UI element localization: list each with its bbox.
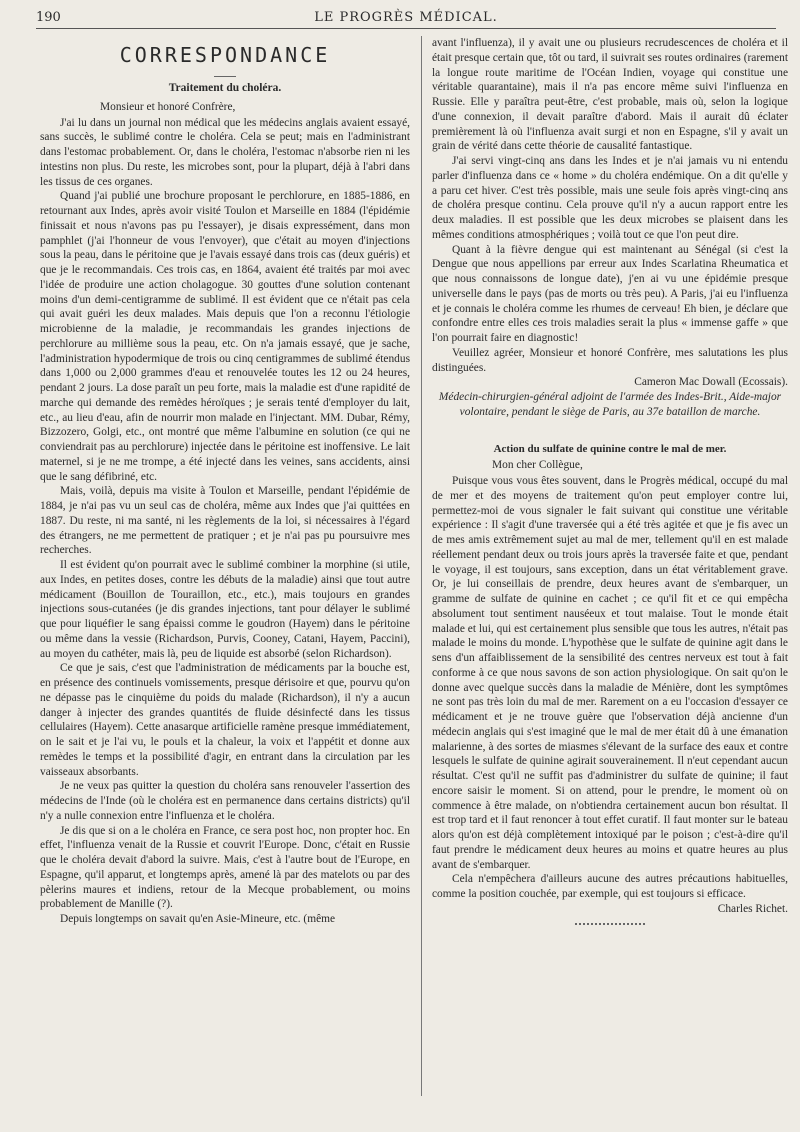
- right-column: [432, 36, 788, 931]
- article1-paragraph: Mais, voilà, depuis ma visite à Toulon et Marseille, pendant l'épidémie de 1884, je n'ai pas vu un seul cas de choléra, même aux Indes que j'ai quittées en 1887. Du reste, ni ma santé, ni les règlements de la loi, si nécessaires à l'égard des étrangers, ne me permettent de pratiquer ; et je n'ai pas pu poursuivre mes recherches.: [40, 485, 410, 557]
- article2-paragraph: Puisque vous vous êtes souvent, dans le Progrès médical, occupé du mal de mer et des moyens de traitement qu'on peut employer contre lui, permettez-moi de vous signaler le fait suivant qui constitue une véritable expérience : Il s'agit d'une traversée qui a été très agitée et que je fis avec un de mes amis extrêmement sujet au mal de mer, tellement qu'il en est malade réellement pendant deux ou trois jours après la traversée faite et que, pendant le voyage, il est toujours, sans exception, dans un état véritablement grave. Or, je lui conseillais de prendre, deux heures avant de s'embarquer, un gramme de sulfate de quinine en cachet ; ce qu'il fit et ce qui empêcha absolument tout sentiment nauséeux et tout malaise. Tout le monde était malade et lui, qui est certainement plus sensible que tous les autres, n'était pas malade le moins du monde. L'hypothèse que le sulfate de quinine agit dans le sens d'un affaiblissement de la sensibilité des centres nerveux est tout à fait conforme à ce que nous savons de son action physiologique. On sait qu'on le donne avec quelque succès dans la maladie de Ménière, dont les symptômes ne sont pas très loin du mal de mer. Rarement on a eu l'occasion d'essayer ce médicament et je ne trouve guère que l'observation déjà ancienne d'un médecin anglais qui s'est imaginé que le mal de mer était dû à une émanation malarienne, à des sortes de miasmes s'élevant de la surface des eaux et contre lesquels le sulfate de quinine agirait souverainement. Il n'eut cependant aucun résultat. C'est qu'il ne suffit pas d'administrer du sulfate de quinine; il faut encore saisir le moment. Si on attend, pour le prendre, le moment où on commence à être malade, on n'obtiendra certainement aucun bon résultat. Il est trop tard et il faut renoncer à tout effet curatif. Il faut monter sur le bateau alors qu'on est déjà complètement intoxiqué par le poison ; c'est-à-dire qu'il faut prendre le médicament deux heures au moins et quatre heures au plus avant de s'embarquer.: [432, 475, 788, 871]
- article1-paragraph: J'ai servi vingt-cinq ans dans les Indes et je n'ai jamais vu ni entendu parler d'influenza dans ce « home » du choléra endémique. On a dit qu'elle y a paru cet hiver. C'est très possible, mais une seule fois après vingt-cinq ans de choléra presque continu. Cela prouve qu'il n'y a aucun rapport entre les deux maladies. Il est possible que les deux microbes se plaisent dans les mêmes conditions atmosphériques ; voilà tout ce que l'on peut dire.: [432, 155, 788, 241]
- article2-greeting: Mon cher Collègue,: [492, 459, 583, 472]
- article1-paragraph: Quand j'ai publié une brochure proposant le perchlorure, en 1885-1886, en retournant aux Indes, après avoir visité Toulon et Marseille en 1884 (l'épidémie finissait et nous n'avons pas pu l'essayer), je disais expressément, dans mon pamphlet (j'ai l'honneur de vous l'envoyer), que c'était au moyen d'injections sous la peau, dans le péritoine que je l'avais essayé dans trois cas (deux guéris) et que je le recommandais. Ces trois cas, en 1864, avaient été traités par moi avec l'idée de produire une action cholagogue. 30 gouttes d'une solution contenant moins d'un demi-centigramme de sublimé. Il est évident que ce n'était pas cela qui avait guéri les deux malades. Mais depuis que l'on a reconnu l'étiologie microbienne de la maladie, je recommandais les grandes injections de perchlorure au millième sous la peau, etc. On n'a jamais essayé, que je sache, l'administration hypodermique de trois ou cinq centigrammes de sublimé étendus dans 1,000 ou 2,000 grammes d'eau et renouvelée toutes les 12 ou 24 heures, pendant 2 jours. La dose paraît un peu forte, mais la maladie est d'une rapidité de marche qui demande des remèdes héroïques ; je serais tenté d'employer du lait, etc., au lieu d'eau, afin de nourrir mon malade en l'injectant. MM. Dubar, Rémy, Bizzozero, Golgi, etc., ont montré que même l'albumine en solution (ce qui ne conviendrait pas au perchlorure) injectée dans le péritoine est inoffensive. Le lait maternel, si je ne me trompe, a été injecté dans les veines, sans accidents, ainsi que le sang défibriné, etc.: [40, 190, 410, 483]
- article1-paragraph: Je dis que si on a le choléra en France, ce sera post hoc, non propter hoc. En effet, l'influenza venait de la Russie et couvrit l'Europe. Donc, c'était en Russie que le choléra devait d'abord la suivre. Mais, c'est à l'autre bout de l'Europe, en Espagne, qu'il apparut, et longtemps après, amené là par des matelots ou par des pèlerins maures et indiens, retour de la Mecque probablement, ou moins probablement de Manille (?).: [40, 824, 410, 911]
- article1-greeting: Monsieur et honoré Confrère,: [100, 100, 236, 113]
- article1-paragraph: Quant à la fièvre dengue qui est maintenant au Sénégal (si c'est la Dengue que nous appellions par erreur aux Indes Scarlatina Rheumatica et que nous connaissons de longue date), j'en ai vu une épidémie presque universelle dans le pays (pas de morts ou très peu). A Paris, j'ai eu l'influenza et je connais le choléra comme les rhumes de cerveau! Eh bien, je déclare que confondre entre elles ces trois maladies serait la plus « immense gaffe » que l'on pourrait faire en diagnostic!: [432, 243, 788, 344]
- article1-paragraph: J'ai lu dans un journal non médical que les médecins anglais avaient essayé, sans succès, le sublimé contre le choléra. Cela se peut; mais en l'administrant dans l'estomac probablement. Or, dans le choléra, l'estomac n'absorbe rien ni les intestins non plus. Du reste, les microbes sont, pour la plupart, déjà à l'abri dans les tissus de ces organes.: [40, 116, 410, 188]
- section-title: CORRESPONDANCE: [119, 43, 331, 67]
- page-number: 190: [36, 10, 61, 25]
- running-header: [36, 8, 776, 28]
- article1-affiliation: Médecin-chirurgien-général adjoint de l'armée des Indes-Brit., Aide-major volontaire, pendant le siège de Paris, au 37e bataillon de marche.: [438, 391, 782, 418]
- article2-signature: Charles Richet.: [717, 902, 788, 915]
- article2-paragraph: Cela n'empêchera d'ailleurs aucune des autres précautions habituelles, comme la position couchée, par exemple, qui est toujours si efficace.: [432, 873, 788, 900]
- article1-paragraph: Je ne veux pas quitter la question du choléra sans renouveler l'assertion des médecins de l'Inde (où le choléra est en permanence dans certains districts) qu'il n'y a nulle connexion entre l'influenza et le choléra.: [40, 780, 410, 822]
- left-column: [40, 36, 410, 927]
- article1-paragraph: Ce que je sais, c'est que l'administration de médicaments par la bouche est, en présence des continuels vomissements, presque dérisoire et que, pourvu qu'on ne dépasse pas le cinquième du poids du malade (Richardson), il n'y a aucun danger à injecter des grandes quantités de fluide désinfecté dans les tissus cellulaires (Hayem). Cette anasarque artificielle ramène presque immédiatement, on le sait et je l'ai vu, le pouls et la chaleur, la voix et l'appétit et donne aux remèdes le temps et la possibilité d'agir, en entrant dans la circulation par les vaisseaux absorbants.: [40, 662, 410, 778]
- article2-title: Action du sulfate de quinine contre le mal de mer.: [493, 442, 727, 455]
- end-ornament: [575, 923, 645, 925]
- header-rule: [36, 28, 776, 29]
- column-divider: [421, 36, 422, 1096]
- article1-title: Traitement du choléra.: [168, 82, 282, 94]
- journal-title: LE PROGRÈS MÉDICAL.: [314, 10, 498, 25]
- title-rule: [214, 76, 236, 77]
- article1-paragraph: Depuis longtemps on savait qu'en Asie-Mineure, etc. (même: [60, 913, 336, 925]
- article1-paragraph-continued: avant l'influenza), il y avait une ou plusieurs recrudescences de choléra et il était presque certain que, tôt ou tard, il suivrait ses routes ordinaires (rarement la longue route maritime de l'Océan Indien, voyage qui constitue une véritable quarantaine), mais il n'a pas encore même suivi l'influenza en Russie. Elle y paraîtra peut-être, c'est probable, mais où, selon la logique d'une connexion, il devait paraître d'abord. Mais il aurait dû éclater premièrement là où l'influenza avait surgi et non en Espagne, s'il y avait un grain de vérité dans cette théorie de causalité fantastique.: [432, 37, 788, 153]
- article1-paragraph: Il est évident qu'on pourrait avec le sublimé combiner la morphine (si utile, aux Indes, en petites doses, contre les débuts de la maladie) ainsi que tout autre médicament (Bouillon de Touraillon, etc., etc.), mais toujours en grandes injections sous-cutanées (je dis grandes injections, tant pour délayer le sublimé que pour liquéfier le sang épaissi comme le goudron (Hayem) dans le péritoine ou même dans la vessie (Richardson, Purvis, Cooney, Catani, Hayem, Paccini), au moyen du cathéter, mais là, peu de liquide est absorbé (selon Richardson).: [40, 559, 410, 660]
- article1-signature: Cameron Mac Dowall (Ecossais).: [634, 376, 788, 389]
- article1-paragraph: Veuillez agréer, Monsieur et honoré Confrère, mes salutations les plus distinguées.: [432, 346, 788, 374]
